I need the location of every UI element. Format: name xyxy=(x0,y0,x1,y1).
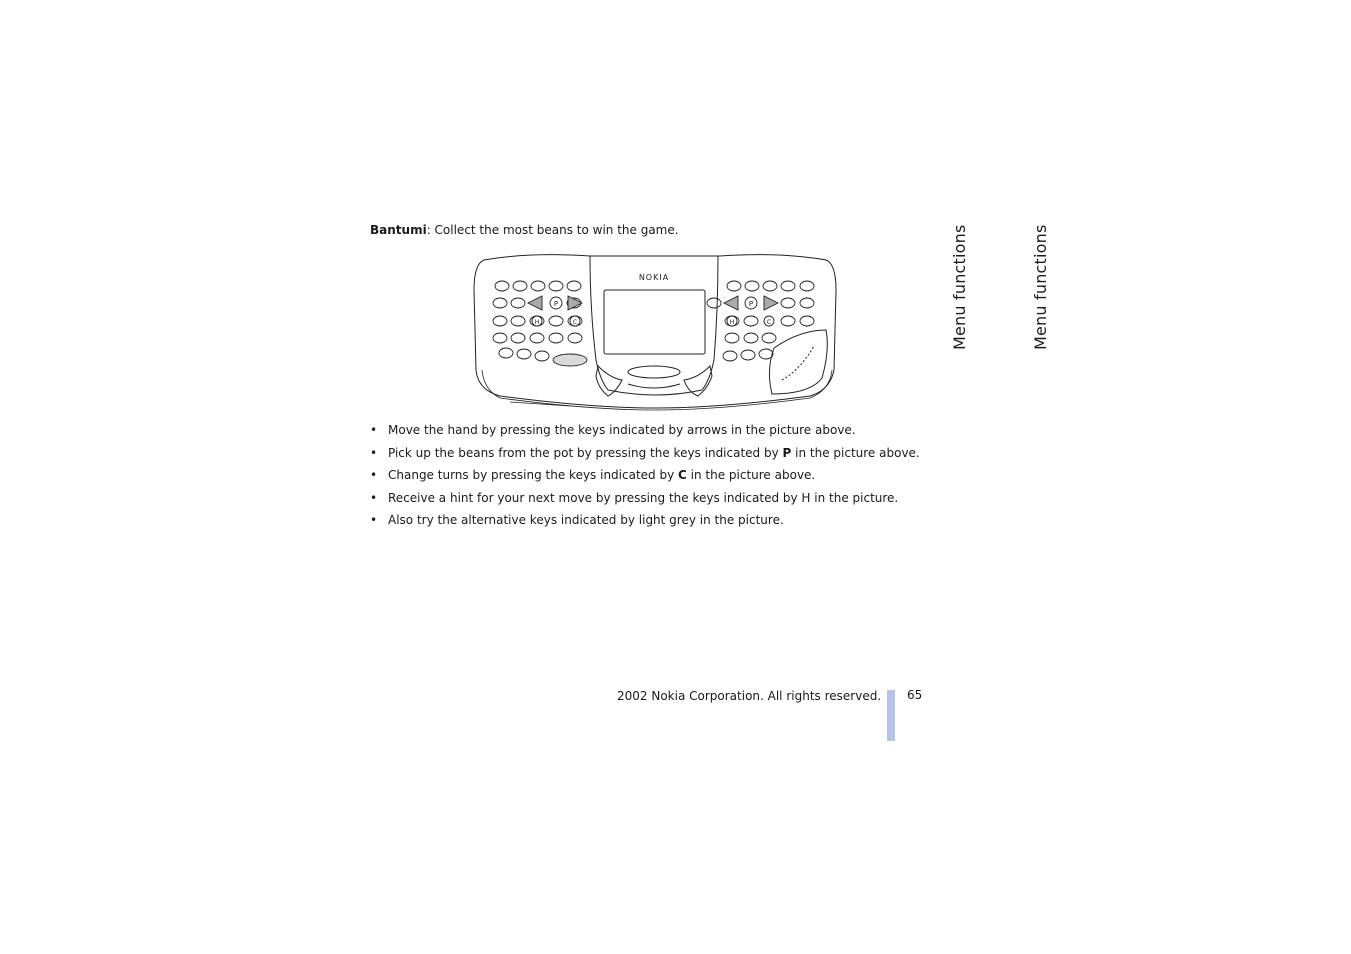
nokia-logo: NOKIA xyxy=(638,273,670,282)
page-marker-bar xyxy=(887,690,895,741)
left-arrow-left-key xyxy=(528,296,542,310)
list-item: • Receive a hint for your next move by pressing the keys indicated by H in the picture. xyxy=(370,490,899,505)
left-c-label: C xyxy=(572,319,578,326)
side-title-2: Menu functions xyxy=(1031,224,1050,350)
list-item: • Change turns by pressing the keys indicated by C in the picture above. xyxy=(370,468,816,482)
right-arrow-left-key xyxy=(724,296,738,310)
intro-separator: : xyxy=(426,223,435,237)
right-keypad xyxy=(707,281,814,361)
navi-key xyxy=(628,366,680,378)
copyright: 2002 Nokia Corporation. All rights reserved. xyxy=(617,689,882,703)
right-c-label: C xyxy=(766,319,772,326)
bantumi-term: Bantumi xyxy=(370,223,427,237)
list-item: • Also try the alternative keys indicated by light grey in the picture. xyxy=(370,513,784,527)
bullet-icon: • xyxy=(370,423,378,437)
screen xyxy=(604,290,705,354)
instruction-list xyxy=(370,422,920,535)
right-p-label: P xyxy=(748,300,754,308)
phone-illustration xyxy=(470,250,842,412)
page-number: 65 xyxy=(907,688,923,702)
list-item: • Move the hand by pressing the keys indicated by arrows in the picture above. xyxy=(370,423,856,437)
right-h-label: H xyxy=(729,319,735,326)
intro-text: Collect the most beans to win the game. xyxy=(434,223,679,237)
intro-line xyxy=(370,223,679,237)
bullet-icon: • xyxy=(370,468,378,482)
bullet-icon: • xyxy=(370,490,378,505)
left-space-key xyxy=(553,354,587,366)
bullet-icon: • xyxy=(370,513,378,527)
list-item: • Pick up the beans from the pot by pressing the keys indicated by P in the picture above. xyxy=(370,445,920,460)
side-title-1: Menu functions xyxy=(950,224,969,350)
left-h-label: H xyxy=(534,319,540,326)
left-p-label: P xyxy=(553,300,559,308)
bullet-icon: • xyxy=(370,445,378,460)
scroll-pad xyxy=(769,330,827,394)
right-arrow-right-key xyxy=(764,296,778,310)
